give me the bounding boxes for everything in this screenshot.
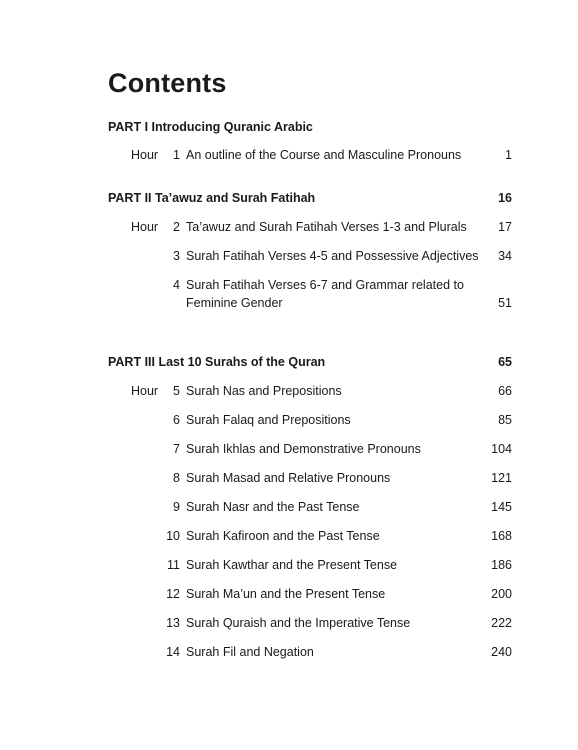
- hour-number: 10: [166, 529, 180, 543]
- hour-label: Hour: [131, 220, 159, 234]
- part-title: PART I Introducing Quranic Arabic: [108, 120, 313, 134]
- part-page-number: 65: [498, 355, 512, 369]
- hour-number: 6: [173, 413, 180, 427]
- hour-label: Hour: [131, 384, 159, 398]
- entry-page-number: 168: [491, 529, 512, 543]
- entry-title: Surah Fatihah Verses 6-7 and Grammar related to Feminine Gender: [186, 278, 464, 310]
- entry-page-number: 121: [491, 471, 512, 485]
- entry-title: Surah Kawthar and the Present Tense: [186, 558, 398, 572]
- part-title: PART II Ta’awuz and Surah Fatihah: [108, 191, 316, 205]
- hour-number: 8: [173, 471, 180, 485]
- entry-page-number: 1: [505, 148, 512, 162]
- entry-page-number: 200: [491, 587, 512, 601]
- entry-title: Surah Fil and Negation: [186, 645, 314, 659]
- entry-page-number: 85: [498, 413, 512, 427]
- hour-number: 11: [167, 558, 180, 572]
- entry-page-number: 240: [491, 645, 512, 659]
- entry-page-number: 66: [498, 384, 512, 398]
- hour-number: 4: [173, 278, 180, 292]
- entry-title: Surah Nasr and the Past Tense: [186, 500, 360, 514]
- entry-title: Surah Fatihah Verses 4-5 and Possessive Adjectives: [186, 249, 479, 263]
- entry-page-number: 104: [491, 442, 512, 456]
- hour-number: 9: [173, 500, 180, 514]
- part-title: PART III Last 10 Surahs of the Quran: [108, 355, 326, 369]
- entry-title: Surah Kafiroon and the Past Tense: [186, 529, 380, 543]
- entry-title: Surah Masad and Relative Pronouns: [186, 471, 391, 485]
- entry-page-number: 145: [491, 500, 512, 514]
- hour-number: 14: [166, 645, 180, 659]
- hour-number: 13: [166, 616, 180, 630]
- hour-label: Hour: [131, 148, 159, 162]
- hour-number: 7: [173, 442, 180, 456]
- hour-number: 2: [173, 220, 180, 234]
- entry-title: Surah Quraish and the Imperative Tense: [186, 616, 411, 630]
- part-heading-1: [108, 118, 512, 136]
- entry-title: Surah Ma’un and the Present Tense: [186, 587, 386, 601]
- entry-page-number: 17: [498, 220, 512, 234]
- part-heading-2: [108, 189, 512, 207]
- hour-number: 5: [173, 384, 180, 398]
- entry-page-number: 51: [498, 296, 512, 310]
- entry-title: Surah Ikhlas and Demonstrative Pronouns: [186, 442, 421, 456]
- entry-title: An outline of the Course and Masculine Pronouns: [186, 148, 462, 162]
- entry-page-number: 222: [491, 616, 512, 630]
- page-title: Contents: [108, 68, 227, 98]
- entry-page-number: 186: [491, 558, 512, 572]
- hour-number: 3: [173, 249, 180, 263]
- part-heading-3: [108, 353, 512, 371]
- entry-title: Ta’awuz and Surah Fatihah Verses 1-3 and Plurals: [186, 220, 467, 234]
- entry-title: Surah Nas and Prepositions: [186, 384, 342, 398]
- entry-page-number: 34: [498, 249, 512, 263]
- hour-number: 12: [166, 587, 180, 601]
- toc-entry: [108, 276, 512, 312]
- entry-title: Surah Falaq and Prepositions: [186, 413, 351, 427]
- part-page-number: 16: [498, 191, 512, 205]
- hour-number: 1: [173, 148, 180, 162]
